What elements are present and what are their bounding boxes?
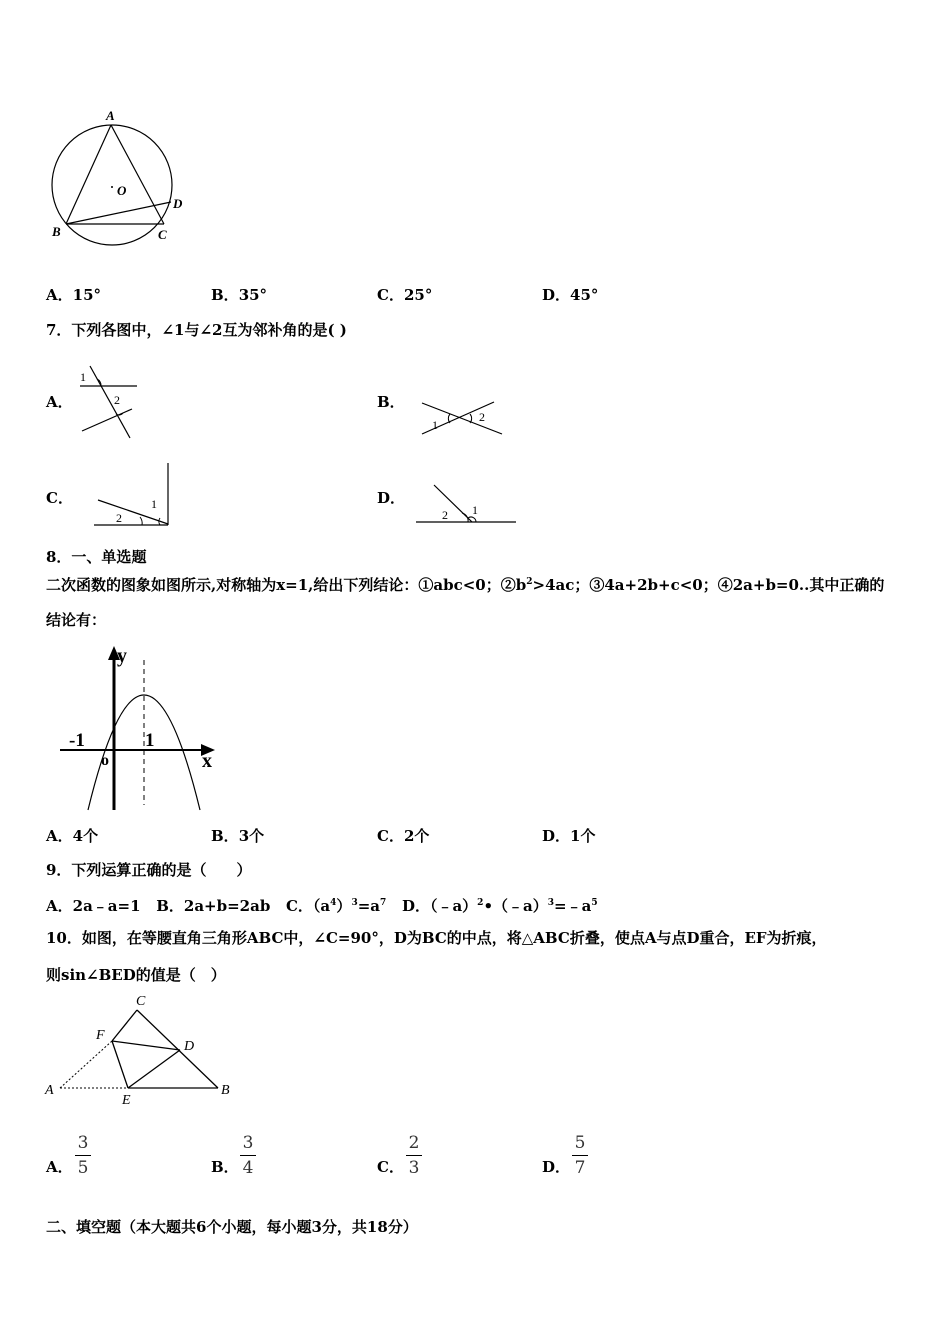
q6-option-d[interactable]: D．45°: [542, 286, 599, 304]
label-d: D: [173, 196, 183, 211]
section2-title: 二、填空题（本大题共6个小题，每小题3分，共18分）: [46, 1218, 418, 1236]
q7-option-b[interactable]: B．: [377, 393, 405, 411]
q9-stem: 9．下列运算正确的是（ ）: [46, 861, 252, 879]
q8-stem-line1: 二次函数的图象如图所示,对称轴为x=1,给出下列结论：①abc<0；$②b^2>4ac$；③4a+2b+c<0；④2a+b=0..其中正确的: [46, 576, 885, 594]
q7-option-c[interactable]: C．: [46, 489, 73, 507]
q6-option-b[interactable]: B．35°: [211, 286, 268, 304]
label-c: C: [158, 227, 167, 242]
segment-cf: [112, 1010, 137, 1041]
q7-figure-a: [76, 362, 146, 442]
q7-option-d[interactable]: D．: [377, 489, 406, 507]
q10-option-c-fraction[interactable]: 2 3: [404, 1133, 424, 1178]
q7d-angle-1: 1: [472, 503, 478, 517]
q6-option-c[interactable]: C．25°: [377, 286, 433, 304]
q7-figure-d: [412, 480, 522, 530]
label-b: B: [52, 224, 61, 239]
q9-options-row: [46, 893, 598, 916]
label-a: A: [45, 1083, 54, 1098]
q8-option-b[interactable]: B．3个: [211, 827, 265, 845]
q10-triangle-figure: [40, 990, 240, 1110]
q9-option-b[interactable]: B．2a+b=2ab: [156, 897, 271, 915]
q7b-angle-2: 2: [479, 410, 485, 424]
label-x: x: [202, 750, 212, 772]
q10-option-b-letter[interactable]: B．: [211, 1158, 239, 1176]
q7b-angle-1: 1: [432, 418, 438, 432]
q10-option-b-fraction[interactable]: 3 4: [238, 1133, 258, 1178]
label-a: A: [106, 108, 115, 123]
q10-option-d-fraction[interactable]: 5 7: [570, 1133, 590, 1178]
q6-option-a[interactable]: A．15°: [46, 286, 102, 304]
q6-circle-figure: [40, 100, 200, 250]
segment-ed: [128, 1050, 180, 1088]
q7a-angle-2: 2: [114, 393, 120, 407]
segment-bc: [137, 1010, 218, 1088]
q10-stem-line1: 10．如图，在等腰直角三角形ABC中，∠C=90°，D为BC的中点，将△ABC折叠，使点A与点D重合，EF为折痕，: [46, 929, 827, 947]
label-o: O: [117, 183, 127, 198]
q10-option-d-letter[interactable]: D．: [542, 1158, 571, 1176]
circle-o: [52, 125, 172, 245]
q9-option-a[interactable]: A．2a﹣a=1: [46, 897, 141, 915]
label-origin: o: [101, 752, 109, 769]
q10-stem-line2: 则sin∠BED的值是（ ）: [46, 966, 226, 984]
center-dot: [111, 186, 113, 188]
q7d-angle-2: 2: [442, 508, 448, 522]
q7a-angle-1: 1: [80, 370, 86, 384]
label-1: 1: [145, 730, 155, 751]
segment-fe: [112, 1041, 128, 1088]
q10-option-a-letter[interactable]: A．: [46, 1158, 73, 1176]
q10-option-a-fraction[interactable]: 3 5: [73, 1133, 93, 1178]
q7-option-a[interactable]: A．: [46, 393, 73, 411]
q7-stem: 7．下列各图中，∠1与∠2互为邻补角的是( ): [46, 321, 347, 339]
q8-parabola-graph: [55, 640, 225, 815]
label-b: B: [221, 1083, 230, 1098]
label-e: E: [122, 1093, 131, 1108]
label-neg1: -1: [69, 730, 85, 751]
segment-bd: [66, 202, 171, 224]
label-f: F: [96, 1028, 105, 1043]
label-c: C: [136, 994, 146, 1009]
q10-option-c-letter[interactable]: C．: [377, 1158, 404, 1176]
segment-af: [60, 1041, 112, 1088]
q8-stem-line2: 结论有：: [46, 611, 107, 629]
q9-option-d[interactable]: D．$(﹣a)^2•(﹣a)^3=﹣a^5$: [401, 897, 598, 915]
q7c-angle-1: 1: [151, 497, 157, 511]
q8-heading: 8．一、单选题: [46, 548, 147, 566]
q7-figure-c: [90, 460, 174, 530]
label-y: y: [117, 645, 127, 667]
q8-option-c[interactable]: C．2个: [377, 827, 430, 845]
label-d: D: [184, 1039, 195, 1054]
q7-figure-b: [418, 395, 508, 440]
q8-option-a[interactable]: A．4个: [46, 827, 99, 845]
q7c-angle-2: 2: [116, 511, 122, 525]
q8-option-d[interactable]: D．1个: [542, 827, 596, 845]
q9-option-c[interactable]: C．$(a^4)^3=a^7$: [285, 897, 387, 915]
